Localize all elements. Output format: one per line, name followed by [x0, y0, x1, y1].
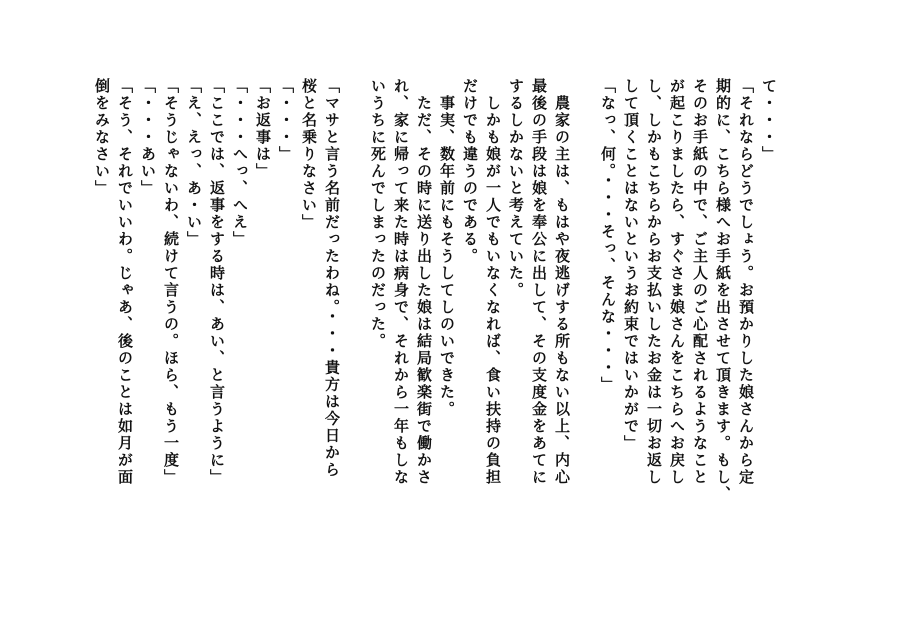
text-line: いうちに死んでしまったのだった。	[369, 78, 387, 350]
text-line: するしかないと考えていた。	[507, 78, 525, 299]
text-line: だけでも違うのである。	[461, 78, 479, 265]
text-line: 「そう、それでいいわ。じゃあ、後のことは如月が面	[116, 78, 134, 486]
text-line: 最後の手段は娘を奉公に出して、その支度金をあてに	[530, 78, 548, 486]
text-line: 「お返事は」	[254, 78, 272, 180]
text-line: 「なっ、何。・・・そっ、そんな・・・」	[599, 78, 617, 394]
text-line: 「・・・へっ、へえ」	[231, 78, 249, 248]
text-line: 「・・・あい」	[139, 78, 157, 197]
text-line: ただ、その時に送り出した娘は結局歓楽街で働かさ	[415, 78, 433, 486]
text-line: 「マサと言う名前だったわね。・・・貴方は今日から	[323, 78, 341, 479]
text-line: しかも娘が一人でもいなくなれば、食い扶持の負担	[484, 78, 502, 486]
text-line: 「え、えっ、あ・い」	[185, 78, 203, 248]
text-line: 「ここでは、返事をする時は、あい、と言うように」	[208, 78, 226, 486]
text-line: 事実、数年前にもそうしてしのいできた。	[438, 78, 456, 418]
text-line: 「それならどうでしょう。お預かりした娘さんから定	[737, 78, 755, 486]
text-line: れ、家に帰って来た時は病身で、それから一年もしな	[392, 78, 410, 486]
text-line: 桜と名乗りなさい」	[300, 78, 318, 231]
text-line: 「そうじゃないわ、続けて言うの。ほら、もう一度」	[162, 78, 180, 486]
text-line: 倒をみなさい」	[93, 78, 111, 197]
text-line: 農家の主は、もはや夜逃げする所もない以上、内心	[553, 78, 571, 486]
text-line: し、しかもこちらからお支払いしたお金は一切お返し	[645, 78, 663, 486]
paragraph-gap	[343, 78, 366, 578]
text-line: が起こりましたら、すぐさま娘さんをこちらへお戻し	[668, 78, 686, 486]
vertical-text-block	[90, 78, 780, 578]
text-line: 「・・・」	[277, 78, 295, 163]
paragraph-gap	[573, 78, 596, 578]
text-line: して頂くことはないというお約束ではいかがで」	[622, 78, 640, 452]
text-line: そのお手紙の中で、ご主人のご心配されるようなこと	[691, 78, 709, 486]
text-line: 期的に、こちら様へお手紙を出させて頂きます。もし、	[714, 78, 732, 503]
text-line: て・・・」	[760, 78, 778, 163]
